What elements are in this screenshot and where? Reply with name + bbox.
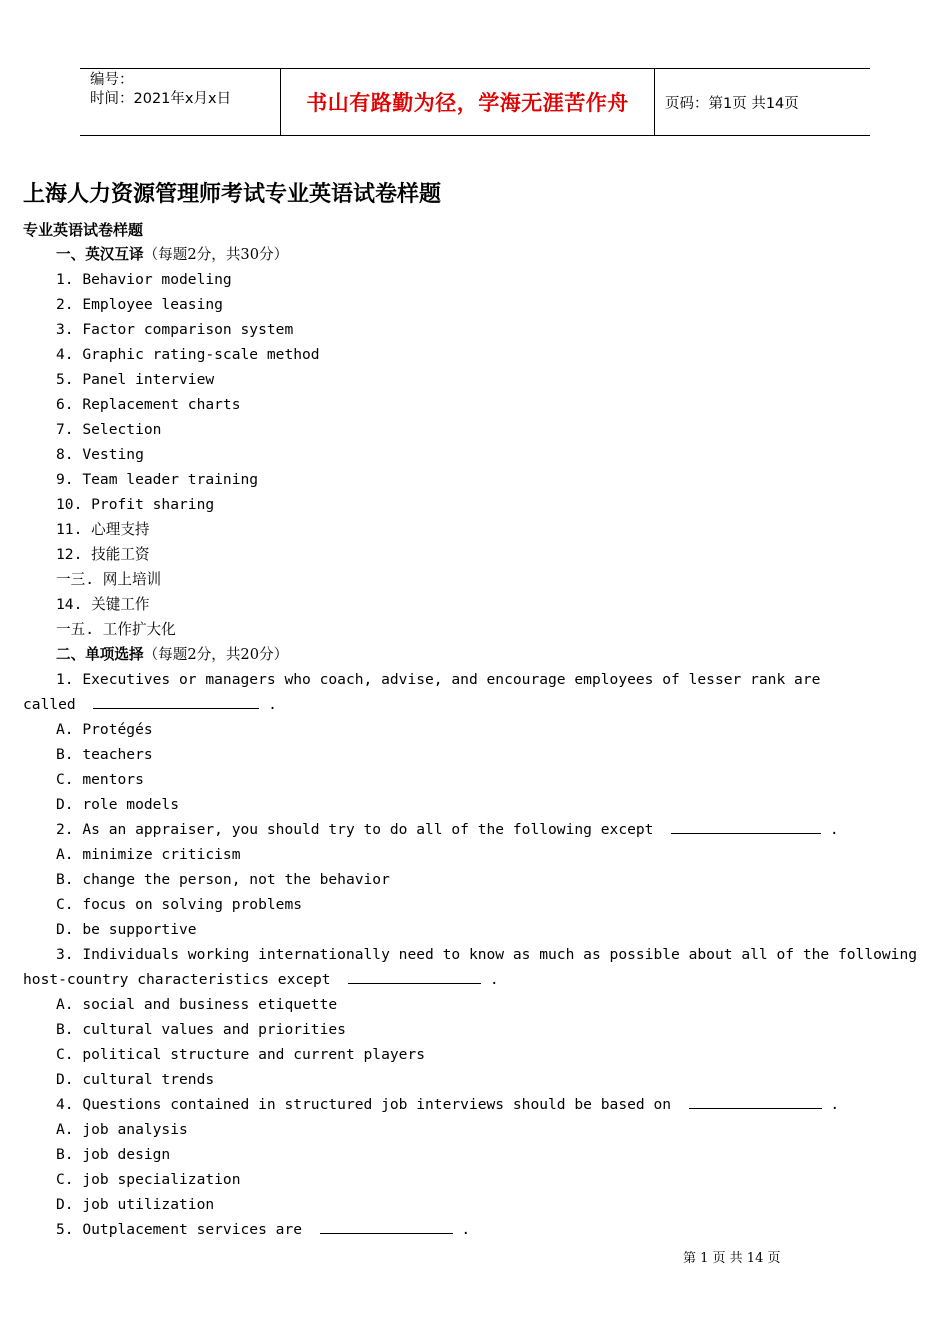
period: . bbox=[829, 821, 839, 838]
option: A. social and business etiquette bbox=[56, 996, 338, 1013]
list-item: 6. Replacement charts bbox=[56, 396, 241, 413]
option: B. teachers bbox=[56, 746, 153, 763]
motto: 书山有路勤为径，学海无涯苦作舟 bbox=[306, 91, 629, 115]
question-1-tail: called bbox=[23, 696, 76, 713]
page-info: 页码：第1页 共14页 bbox=[665, 95, 799, 112]
period: . bbox=[830, 1096, 840, 1113]
option: D. be supportive bbox=[56, 921, 197, 938]
question-1: 1. Executives or managers who coach, advise, and encourage employees of lesser rank are bbox=[56, 671, 821, 688]
section1-note: （每题2分，共30分） bbox=[143, 246, 289, 263]
list-item: 一三. 网上培训 bbox=[56, 571, 162, 588]
subtitle: 专业英语试卷样题 bbox=[23, 221, 144, 239]
period: . bbox=[268, 696, 277, 713]
option: B. cultural values and priorities bbox=[56, 1021, 346, 1038]
list-item: 一五. 工作扩大化 bbox=[56, 621, 176, 638]
question-5-text: 5. Outplacement services are bbox=[56, 1221, 303, 1238]
list-item: 12. 技能工资 bbox=[56, 546, 150, 563]
list-item: 10. Profit sharing bbox=[56, 496, 215, 513]
list-item: 1. Behavior modeling bbox=[56, 271, 232, 288]
question-3: 3. Individuals working internationally need to know as much as possible about all of the following bbox=[56, 946, 918, 963]
option: D. job utilization bbox=[56, 1196, 215, 1213]
document-title: 上海人力资源管理师考试专业英语试卷样题 bbox=[23, 181, 442, 207]
time-label: 时间：2021年x月x日 bbox=[90, 91, 232, 107]
header-meta bbox=[80, 69, 281, 135]
list-item: 7. Selection bbox=[56, 421, 162, 438]
number-label: 编号： bbox=[90, 72, 134, 88]
answer-blank bbox=[689, 1095, 822, 1109]
option: D. cultural trends bbox=[56, 1071, 215, 1088]
question-5 bbox=[56, 1220, 470, 1240]
option: A. job analysis bbox=[56, 1121, 188, 1138]
answer-blank bbox=[93, 695, 259, 709]
list-item: 3. Factor comparison system bbox=[56, 321, 294, 338]
list-item: 8. Vesting bbox=[56, 446, 144, 463]
option: A. minimize criticism bbox=[56, 846, 241, 863]
header-page-info bbox=[655, 69, 870, 135]
section2-heading-line bbox=[56, 645, 288, 665]
list-item: 14. 关键工作 bbox=[56, 596, 150, 613]
list-item: 4. Graphic rating-scale method bbox=[56, 346, 320, 363]
question-1-cont bbox=[23, 695, 277, 715]
section1-heading-line bbox=[56, 245, 288, 265]
question-2 bbox=[56, 820, 839, 840]
period: . bbox=[461, 1221, 471, 1238]
section2-note: （每题2分，共20分） bbox=[143, 646, 289, 663]
option: A. Protégés bbox=[56, 721, 153, 738]
question-4 bbox=[56, 1095, 839, 1115]
answer-blank bbox=[348, 970, 481, 984]
option: C. mentors bbox=[56, 771, 144, 788]
option: B. job design bbox=[56, 1146, 171, 1163]
section1-heading: 一、英汉互译 bbox=[56, 246, 144, 263]
list-item: 9. Team leader training bbox=[56, 471, 259, 488]
option: C. focus on solving problems bbox=[56, 896, 303, 913]
page-footer: 第 1 页 共 14 页 bbox=[683, 1251, 781, 1266]
answer-blank bbox=[320, 1220, 453, 1234]
section2-heading: 二、单项选择 bbox=[56, 646, 144, 663]
list-item: 11. 心理支持 bbox=[56, 521, 150, 538]
question-3-tail: host-country characteristics except bbox=[23, 971, 331, 988]
answer-blank bbox=[671, 820, 821, 834]
question-2-text: 2. As an appraiser, you should try to do all of the following except bbox=[56, 821, 654, 838]
period: . bbox=[489, 971, 499, 988]
option: C. political structure and current players bbox=[56, 1046, 426, 1063]
question-4-text: 4. Questions contained in structured job interviews should be based on bbox=[56, 1096, 672, 1113]
header-table bbox=[80, 68, 870, 136]
option: B. change the person, not the behavior bbox=[56, 871, 390, 888]
list-item: 2. Employee leasing bbox=[56, 296, 223, 313]
header-motto-cell bbox=[281, 69, 655, 135]
option: D. role models bbox=[56, 796, 180, 813]
question-3-cont bbox=[23, 970, 499, 990]
list-item: 5. Panel interview bbox=[56, 371, 215, 388]
option: C. job specialization bbox=[56, 1171, 241, 1188]
